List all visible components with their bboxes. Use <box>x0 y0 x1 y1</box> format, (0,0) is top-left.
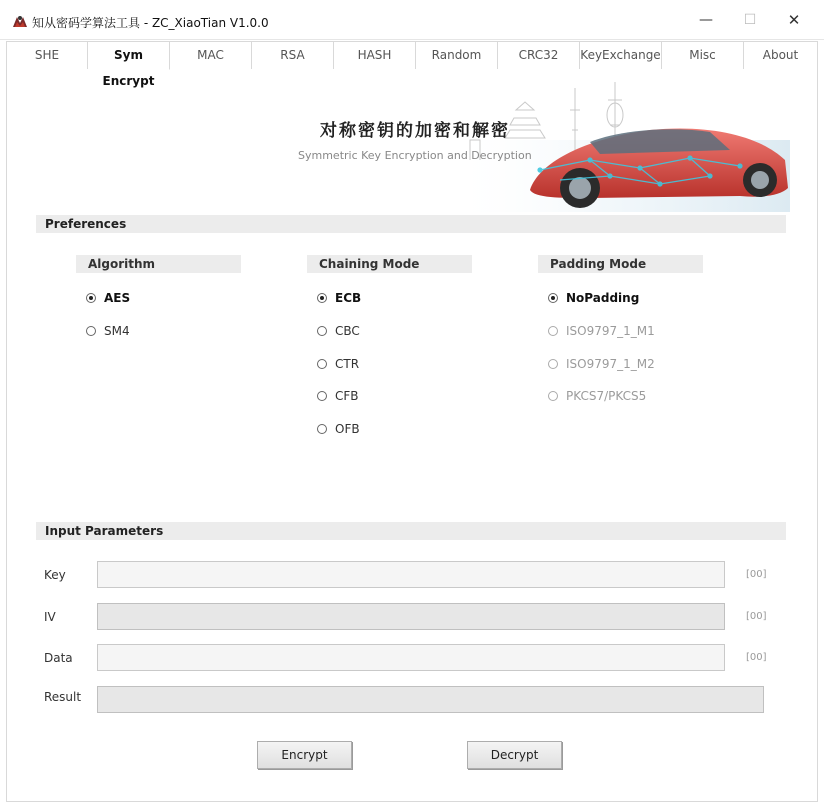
radio-algorithm-sm4[interactable] <box>86 323 130 339</box>
tab-she[interactable]: SHE <box>6 41 88 69</box>
banner-subtitle: Symmetric Key Encryption and Decryption <box>298 149 532 162</box>
input-parameters-header: Input Parameters <box>36 522 786 540</box>
radio-indicator <box>317 424 327 434</box>
radio-indicator <box>548 293 558 303</box>
maximize-button[interactable]: ☐ <box>743 12 757 28</box>
radio-indicator <box>548 326 558 336</box>
tab-hash[interactable]: HASH <box>334 41 416 69</box>
radio-label: CBC <box>335 324 360 338</box>
radio-chaining-ofb[interactable] <box>317 421 360 437</box>
radio-label: PKCS7/PKCS5 <box>566 389 647 403</box>
encrypt-button[interactable]: Encrypt <box>257 741 352 769</box>
tab-rsa[interactable]: RSA <box>252 41 334 69</box>
key-label: Key <box>44 568 66 582</box>
radio-indicator <box>317 293 327 303</box>
tab-sym-encrypt[interactable]: Sym Encrypt <box>88 41 170 70</box>
radio-indicator <box>86 293 96 303</box>
radio-padding-pkcs7 <box>548 388 646 404</box>
radio-indicator <box>548 391 558 401</box>
radio-indicator <box>86 326 96 336</box>
iv-label: IV <box>44 610 56 624</box>
radio-indicator <box>317 326 327 336</box>
result-output[interactable] <box>97 686 764 713</box>
iv-length-counter: [00] <box>746 611 767 622</box>
padding-mode-header: Padding Mode <box>538 255 703 273</box>
radio-label: OFB <box>335 422 360 436</box>
chaining-mode-header: Chaining Mode <box>307 255 472 273</box>
decrypt-button[interactable]: Decrypt <box>467 741 562 769</box>
radio-chaining-cbc[interactable] <box>317 323 360 339</box>
tab-misc[interactable]: Misc <box>662 41 744 69</box>
algorithm-header: Algorithm <box>76 255 241 273</box>
key-length-counter: [00] <box>746 569 767 580</box>
tab-bar <box>6 41 818 88</box>
radio-label: ECB <box>335 291 362 305</box>
tab-random[interactable]: Random <box>416 41 498 69</box>
preferences-header: Preferences <box>36 215 786 233</box>
radio-label: CFB <box>335 389 359 403</box>
key-input[interactable] <box>97 561 725 588</box>
tab-crc32[interactable]: CRC32 <box>498 41 580 69</box>
radio-label: ISO9797_1_M2 <box>566 357 655 371</box>
radio-indicator <box>317 359 327 369</box>
radio-padding-iso9797-m1 <box>548 323 655 339</box>
tab-about[interactable]: About <box>744 41 818 69</box>
banner-image <box>290 80 790 212</box>
close-button[interactable]: ✕ <box>787 11 801 29</box>
radio-chaining-ctr[interactable] <box>317 356 359 372</box>
data-label: Data <box>44 651 73 665</box>
app-logo-icon <box>12 14 28 28</box>
radio-algorithm-aes[interactable] <box>86 290 130 306</box>
window-title: 知从密码学算法工具 - ZC_XiaoTian V1.0.0 <box>32 16 269 30</box>
radio-label: SM4 <box>104 324 130 338</box>
tab-keyexchange[interactable]: KeyExchange <box>580 41 662 69</box>
result-label: Result <box>44 690 82 704</box>
radio-label: CTR <box>335 357 360 371</box>
radio-label: AES <box>104 291 131 305</box>
tab-mac[interactable]: MAC <box>170 41 252 69</box>
radio-label: NoPadding <box>566 291 640 305</box>
radio-chaining-cfb[interactable] <box>317 388 359 404</box>
radio-padding-iso9797-m2 <box>548 356 655 372</box>
radio-label: ISO9797_1_M1 <box>566 324 655 338</box>
iv-input <box>97 603 725 630</box>
data-length-counter: [00] <box>746 652 767 663</box>
data-input[interactable] <box>97 644 725 671</box>
title-bar <box>0 0 824 40</box>
radio-indicator <box>317 391 327 401</box>
radio-indicator <box>548 359 558 369</box>
minimize-button[interactable]: — <box>699 12 713 28</box>
banner-title: 对称密钥的加密和解密 <box>320 121 510 141</box>
radio-chaining-ecb[interactable] <box>317 290 361 306</box>
radio-padding-nopadding[interactable] <box>548 290 639 306</box>
